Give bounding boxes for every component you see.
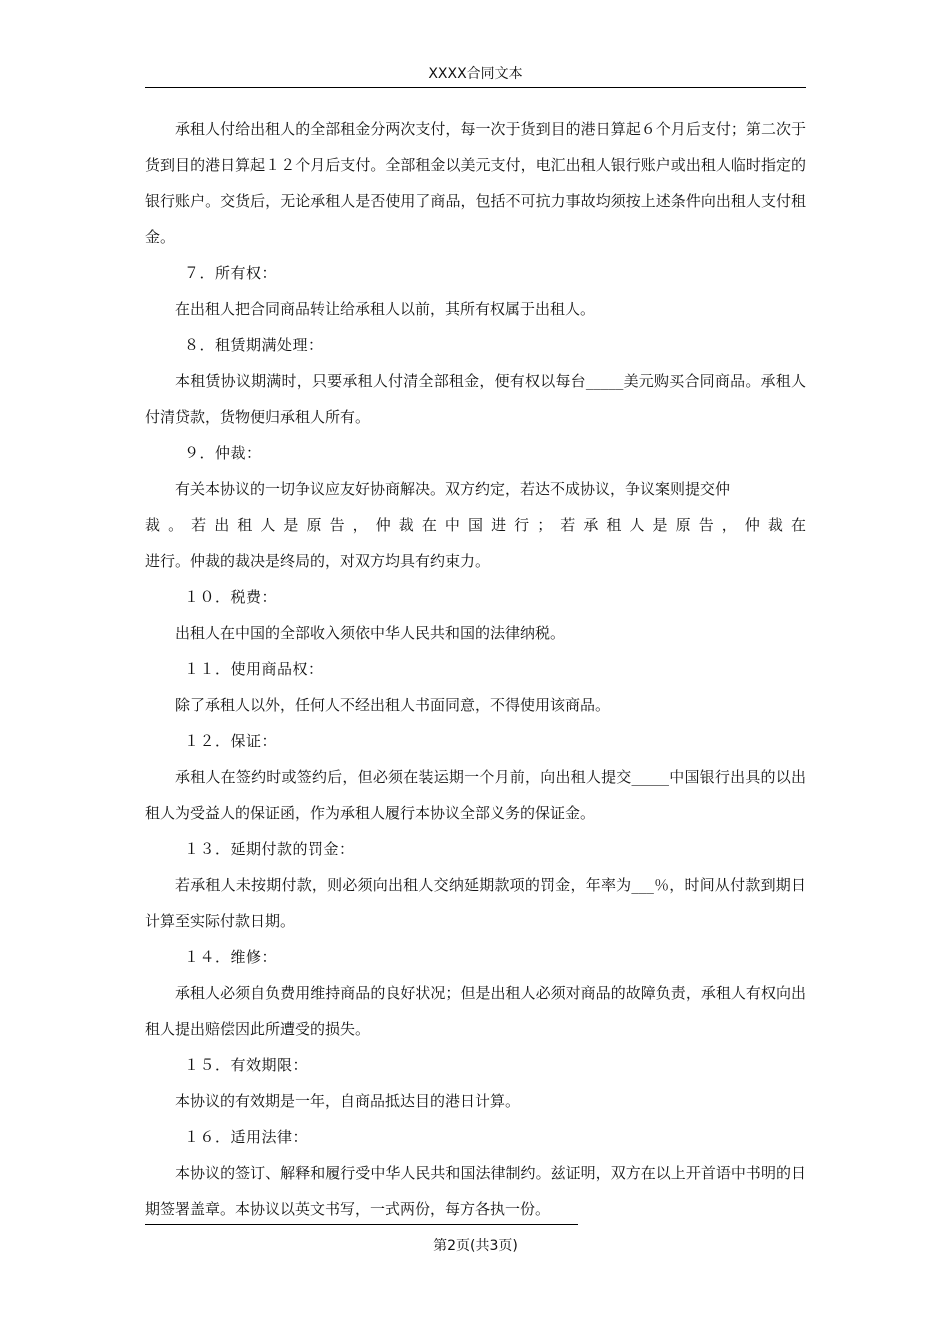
paragraph-validity: 本协议的有效期是一年，自商品抵达目的港日计算。 <box>175 1092 521 1110</box>
paragraph-lease-expiry: 本租赁协议期满时，只要承租人付清全部租金，便有权以每台_____美元购买合同商品。承租人付清贷款，货物便归承租人所有。 <box>145 372 806 426</box>
paragraph-arbitration-line2: 裁。若出租人是原告，仲裁在中国进行；若承租人是原告，仲裁在 <box>145 516 806 534</box>
heading-arbitration: ９．仲裁： <box>184 444 262 462</box>
footer-divider <box>145 1224 578 1225</box>
paragraph-late-penalty: 若承租人未按期付款，则必须向出租人交纳延期款项的罚金，年率为___％，时间从付款到期日计算至实际付款日期。 <box>145 876 806 930</box>
paragraph-governing-law: 本协议的签订、解释和履行受中华人民共和国法律制约。兹证明，双方在以上开首语中书明的日期签署盖章。本协议以英文书写，一式两份，每方各执一份。 <box>145 1164 806 1218</box>
header-divider <box>145 87 806 88</box>
page-number: 第2页(共3页) <box>433 1238 518 1254</box>
paragraph-ownership: 在出租人把合同商品转让给承租人以前，其所有权属于出租人。 <box>175 300 596 318</box>
paragraph-taxes: 出租人在中国的全部收入须依中华人民共和国的法律纳税。 <box>175 624 566 642</box>
document-body <box>145 111 806 1227</box>
heading-taxes: １０．税费： <box>184 588 278 606</box>
heading-validity: １５．有效期限： <box>184 1056 309 1074</box>
paragraph-arbitration-line3: 进行。仲裁的裁决是终局的，对双方均具有约束力。 <box>145 552 491 570</box>
heading-maintenance: １４．维修： <box>184 948 278 966</box>
paragraph-usage-rights: 除了承租人以外，任何人不经出租人书面同意，不得使用该商品。 <box>175 696 611 714</box>
paragraph-guarantee: 承租人在签约时或签约后，但必须在装运期一个月前，向出租人提交_____中国银行出具的以出租人为受益人的保证函，作为承租人履行本协议全部义务的保证金。 <box>145 768 806 822</box>
heading-guarantee: １２．保证： <box>184 732 278 750</box>
heading-lease-expiry: ８．租赁期满处理： <box>184 336 324 354</box>
heading-governing-law: １６．适用法律： <box>184 1128 309 1146</box>
heading-ownership: ７．所有权： <box>184 264 278 282</box>
paragraph-maintenance: 承租人必须自负费用维持商品的良好状况；但是出租人必须对商品的故障负责，承租人有权向出租人提出赔偿因此所遭受的损失。 <box>145 984 806 1038</box>
paragraph-rent-payment: 承租人付给出租人的全部租金分两次支付，每一次于货到目的港日算起６个月后支付；第二次于货到目的港日算起１２个月后支付。全部租金以美元支付，电汇出租人银行账户或出租人临时指定的银行账户。交货后，无论承租人是否使用了商品，包括不可抗力事故均须按上述条件向出租人支付租金。 <box>145 120 806 246</box>
heading-late-penalty: １３．延期付款的罚金： <box>184 840 355 858</box>
page-header: XXXX合同文本 <box>428 66 523 82</box>
paragraph-arbitration-line1: 有关本协议的一切争议应友好协商解决。双方约定，若达不成协议，争议案则提交仲 <box>175 480 731 498</box>
heading-usage-rights: １１．使用商品权： <box>184 660 324 678</box>
